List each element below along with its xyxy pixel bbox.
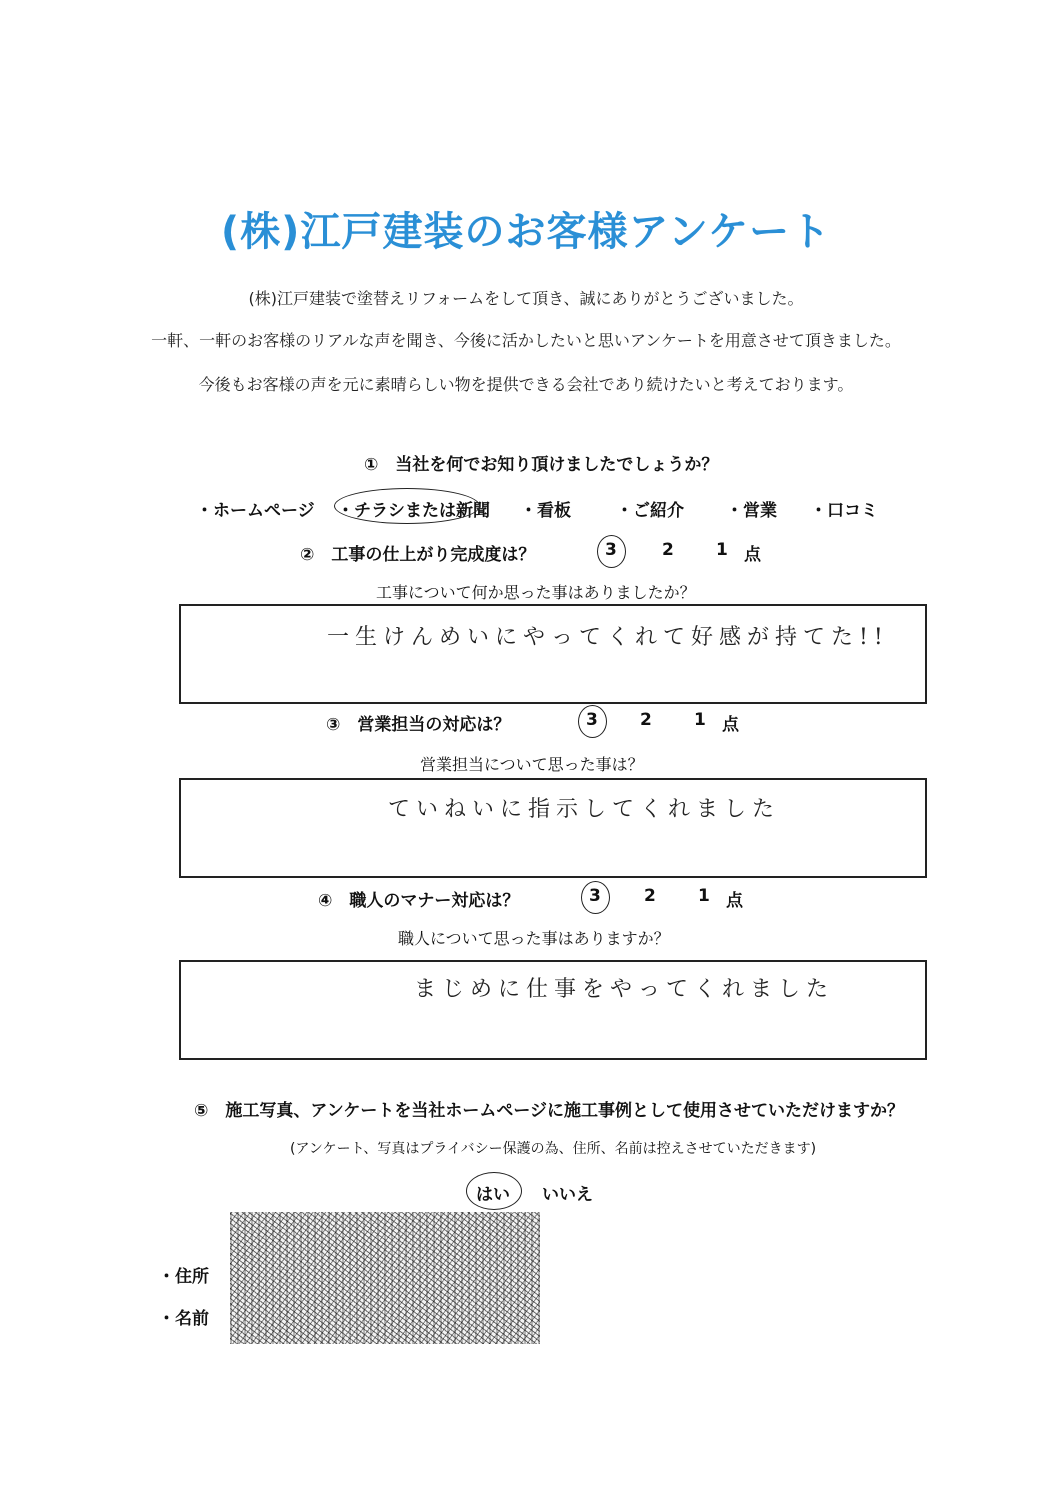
q2-selection-circle [597,535,626,568]
q5-privacy-note: (アンケート、写真はプライバシー保護の為、住所、名前は控えさせていただきます) [290,1141,817,1157]
q2-answer-box [179,604,927,704]
survey-title: (株)江戸建装のお客様アンケート [220,209,832,255]
q1-option-flyer: ・チラシまたは新聞 [337,501,490,521]
q1-option-homepage: ・ホームページ [196,501,315,521]
q4-score-1: 1 [698,886,710,906]
q4-points-unit: 点 [726,891,743,911]
intro-line-1: (株)江戸建装で塗替えリフォームをして頂き、誠にありがとうございました。 [248,289,804,308]
name-label: ・名前 [158,1309,209,1329]
q2-score-1: 1 [716,540,728,560]
q3-sub-question: 営業担当について思った事は？ [420,755,644,774]
q3-label: ③ 営業担当の対応は？ [326,715,511,735]
q5-no: いいえ [542,1185,593,1205]
q4-score-2: 2 [644,886,656,906]
q3-selection-circle [578,705,607,738]
q4-label: ④ 職人のマナー対応は？ [318,891,520,911]
q2-handwritten-answer: 一生けんめいにやってくれて好感が持てた!! [327,625,889,650]
q1-label: ① 当社を何でお知り頂けましたでしょうか？ [364,455,719,475]
q3-points-unit: 点 [722,715,739,735]
q1-option-word-of-mouth: ・口コミ [810,501,878,521]
q2-score-2: 2 [662,540,674,560]
q4-handwritten-answer: まじめに仕事をやってくれました [414,977,835,1002]
q5-label: ⑤ 施工写真、アンケートを当社ホームページに施工事例として使用させていただけますか？ [194,1101,905,1121]
q1-option-sales: ・営業 [726,501,777,521]
q2-sub-question: 工事について何か思った事はありましたか？ [376,583,696,602]
q4-score-3: 3 [589,886,601,906]
intro-line-3: 今後もお客様の声を元に素晴らしい物を提供できる会社であり続けたいと考えております。 [198,375,854,394]
q5-selection-circle [466,1172,522,1210]
intro-line-2: 一軒、一軒のお客様のリアルな声を聞き、今後に活かしたいと思いアンケートを用意させて頂きました。 [151,331,901,350]
q3-score-2: 2 [640,710,652,730]
q2-label: ② 工事の仕上がり完成度は？ [300,545,536,565]
q2-points-unit: 点 [744,545,761,565]
q1-option-signboard: ・看板 [520,501,571,521]
q4-selection-circle [581,881,610,914]
q1-selection-circle [334,488,480,524]
address-label: ・住所 [158,1267,209,1287]
q1-option-referral: ・ご紹介 [616,501,684,521]
q3-handwritten-answer: ていねいに指示してくれました [388,797,781,822]
q3-score-1: 1 [694,710,706,730]
q2-score-3: 3 [605,540,617,560]
q4-sub-question: 職人について思った事はありますか？ [398,929,670,948]
q3-score-3: 3 [586,710,598,730]
redacted-personal-info [230,1212,540,1344]
q5-yes: はい [476,1185,510,1205]
